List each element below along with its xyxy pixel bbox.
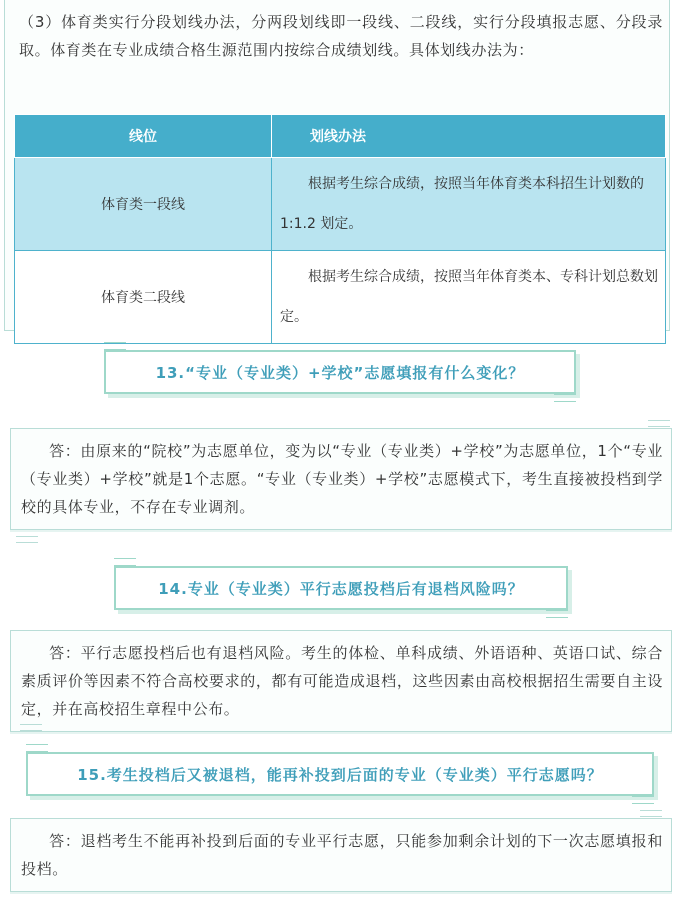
table-row (15, 251, 666, 344)
cutoff-table (14, 114, 666, 344)
corner-decoration (20, 724, 42, 731)
header-line: 线位 (15, 115, 272, 158)
method-cell: 根据考生综合成绩，按照当年体育类本、专科计划总数划定。 (272, 251, 666, 344)
line-cell: 体育类二段线 (15, 251, 272, 344)
line-cell: 体育类一段线 (15, 158, 272, 251)
corner-decoration (640, 810, 662, 817)
answer-text-13: 答：由原来的“院校”为志愿单位，变为以“专业（专业类）+学校”为志愿单位，1个“专业（专业类）+学校”就是1个志愿。“专业（专业类）+学校”志愿模式下，考生直接被投档到学校的具体专业，不存在专业调剂。 (21, 442, 663, 516)
corner-decoration (16, 536, 38, 543)
section-heading-13: 13.“专业（专业类）+学校”志愿填报有什么变化？ (104, 350, 576, 394)
section-heading-14: 14.专业（专业类）平行志愿投档后有退档风险吗？ (114, 566, 568, 610)
table-header-row (15, 115, 666, 158)
table-row (15, 158, 666, 251)
section-heading-15: 15.考生投档后又被退档，能再补投到后面的专业（专业类）平行志愿吗？ (26, 752, 654, 796)
answer-text-14: 答：平行志愿投档后也有退档风险。考生的体检、单科成绩、外语语种、英语口试、综合素质评价等因素不符合高校要求的，都有可能造成退档，这些因素由高校根据招生需要自主设定，并在高校招生章程中公布。 (21, 644, 663, 718)
header-method: 划线办法 (272, 115, 666, 158)
method-cell: 根据考生综合成绩，按照当年体育类本科招生计划数的1:1.2 划定。 (272, 158, 666, 251)
answer-box-15 (10, 818, 672, 892)
intro-paragraph: （3）体育类实行分段划线办法，分两段划线即一段线、二段线，实行分段填报志愿、分段录取。体育类在专业成绩合格生源范围内按综合成绩划线。具体划线办法为： (19, 13, 663, 59)
answer-box-14 (10, 630, 672, 732)
corner-decoration (648, 420, 670, 427)
answer-box-13 (10, 428, 672, 530)
answer-text-15: 答：退档考生不能再补投到后面的专业平行志愿，只能参加剩余计划的下一次志愿填报和投档。 (21, 832, 663, 878)
